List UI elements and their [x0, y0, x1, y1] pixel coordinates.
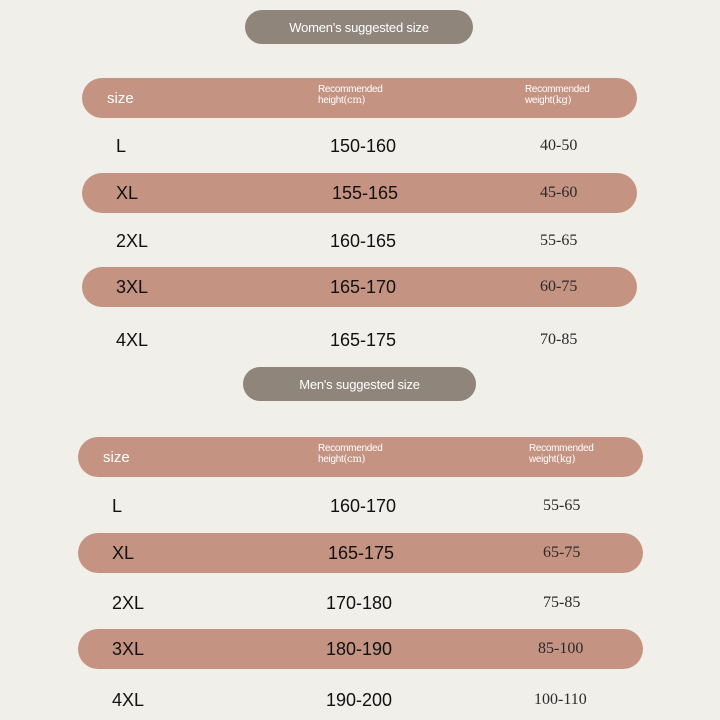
- table-row: [78, 533, 643, 573]
- table-row: [82, 173, 637, 213]
- table-row: [78, 486, 643, 526]
- table-row: [82, 126, 637, 166]
- size-cell: 2XL: [112, 592, 145, 613]
- men-header-weight-line2: weight(kg): [529, 454, 576, 465]
- table-row: [82, 320, 637, 360]
- table-row: [82, 267, 637, 307]
- men-table-header: [78, 437, 643, 477]
- women-header-height: [318, 84, 383, 106]
- size-cell: L: [112, 495, 123, 516]
- weight-cell: 40-50: [540, 137, 578, 154]
- size-cell: XL: [116, 182, 139, 203]
- table-row: [82, 221, 637, 261]
- size-cell: 3XL: [116, 276, 149, 297]
- men-section-title: Men's suggested size: [243, 367, 476, 401]
- height-cell: 170-180: [326, 592, 393, 613]
- women-section-title: Women's suggested size: [245, 10, 473, 44]
- weight-cell: 100-110: [534, 691, 587, 708]
- weight-cell: 60-75: [540, 278, 578, 295]
- table-row: [78, 583, 643, 623]
- size-cell: 4XL: [116, 329, 149, 350]
- weight-cell: 55-65: [540, 232, 578, 249]
- men-header-height-line2: height(cm): [318, 454, 366, 465]
- men-header-size: size: [103, 448, 130, 466]
- height-cell: 190-200: [326, 689, 393, 710]
- table-row: [78, 680, 643, 720]
- weight-cell: 45-60: [540, 184, 578, 201]
- height-cell: 160-170: [330, 495, 397, 516]
- height-cell: 165-175: [328, 542, 395, 563]
- table-row: [78, 629, 643, 669]
- women-header-height-line2: height(cm): [318, 95, 366, 106]
- size-cell: 2XL: [116, 230, 149, 251]
- women-header-weight-line2: weight(kg): [525, 95, 572, 106]
- size-cell: XL: [112, 542, 135, 563]
- height-cell: 155-165: [332, 182, 399, 203]
- men-header-weight: [529, 443, 594, 465]
- men-header-height: [318, 443, 383, 465]
- height-cell: 180-190: [326, 638, 393, 659]
- women-table-header: [82, 78, 637, 118]
- size-cell: L: [116, 135, 127, 156]
- women-header-height-line1: Recommended: [318, 84, 383, 95]
- height-cell: 165-170: [330, 276, 397, 297]
- height-cell: 150-160: [330, 135, 397, 156]
- weight-cell: 70-85: [540, 331, 578, 348]
- women-header-weight-line1: Recommended: [525, 84, 590, 95]
- size-cell: 3XL: [112, 638, 145, 659]
- men-header-height-line1: Recommended: [318, 443, 383, 454]
- men-header-weight-line1: Recommended: [529, 443, 594, 454]
- weight-cell: 85-100: [538, 640, 584, 657]
- weight-cell: 55-65: [543, 497, 581, 514]
- weight-cell: 65-75: [543, 544, 581, 561]
- weight-cell: 75-85: [543, 594, 581, 611]
- size-cell: 4XL: [112, 689, 145, 710]
- height-cell: 165-175: [330, 329, 397, 350]
- height-cell: 160-165: [330, 230, 397, 251]
- women-header-weight: [525, 84, 590, 106]
- women-header-size: size: [107, 89, 134, 107]
